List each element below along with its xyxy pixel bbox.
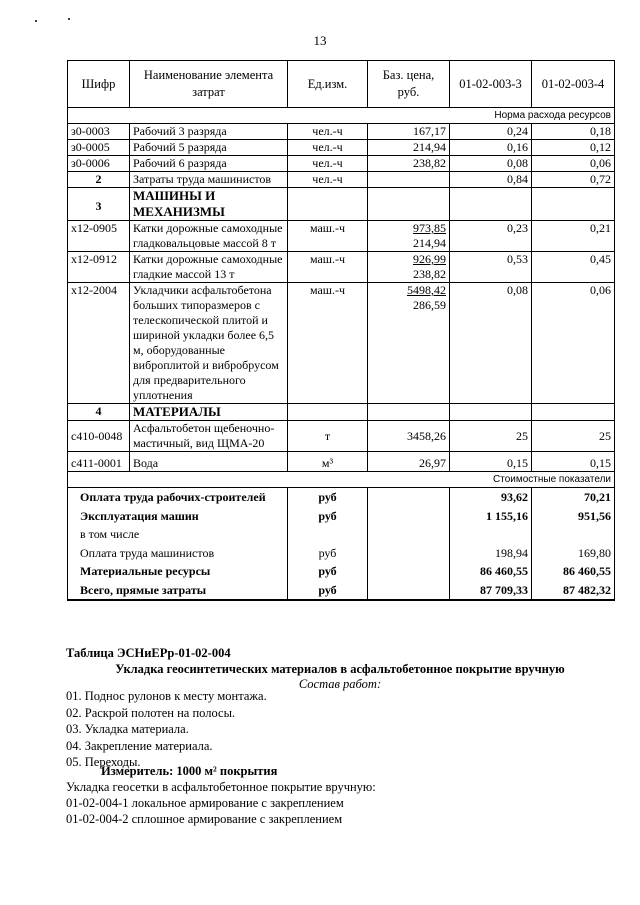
cell-unit: чел.-ч: [288, 124, 368, 140]
cost-blank: [368, 544, 450, 563]
cost-row: [68, 525, 615, 544]
price-secondary: 286,59: [413, 298, 446, 312]
cell-value-a: 25: [450, 421, 532, 452]
section-title: МАТЕРИАЛЫ: [130, 404, 288, 421]
cost-row: [68, 488, 615, 507]
cell-value-b: 0,21: [532, 221, 615, 252]
cell-value-a: 0,08: [450, 283, 532, 404]
cost-unit: руб: [288, 488, 368, 507]
work-item: 01. Поднос рулонов к месту монтажа.: [66, 689, 267, 703]
cost-blank: [368, 562, 450, 581]
cell-price: 26,97: [368, 452, 450, 472]
cell-name: Рабочий 6 разряда: [130, 156, 288, 172]
work-item: 04. Закрепление материала.: [66, 738, 213, 753]
cost-caption: Стоимостные показатели: [68, 472, 615, 488]
cost-value-a: [450, 525, 532, 544]
section-row: [68, 188, 615, 221]
cell-unit: м³: [288, 452, 368, 472]
cell-name: Катки дорожные самоходные гладкие массой 13 т: [130, 252, 288, 283]
cost-blank: [368, 507, 450, 526]
table-row: [68, 452, 615, 472]
price-secondary: 238,82: [413, 267, 446, 281]
cost-value-b: 86 460,55: [532, 562, 615, 581]
cell-code: х12-2004: [68, 283, 130, 404]
cell-name: Вода: [130, 452, 288, 472]
cell-price: 214,94: [368, 140, 450, 156]
work-list: [66, 688, 267, 771]
cell-value-b: [532, 404, 615, 421]
cost-value-b: 70,21: [532, 488, 615, 507]
header-col-b: 01-02-003-4: [532, 61, 615, 108]
cell-code: х12-0905: [68, 221, 130, 252]
cell-unit: [288, 188, 368, 221]
table-subtitle: Укладка геосинтетических материалов в асфальтобетонное покрытие вручную: [115, 662, 565, 676]
header-name: Наименование элемента затрат: [130, 61, 288, 108]
cost-row: [68, 581, 615, 601]
cell-value-a: 0,23: [450, 221, 532, 252]
scan-speck: [68, 18, 70, 20]
cell-code: х12-0912: [68, 252, 130, 283]
cell-value-b: 0,18: [532, 124, 615, 140]
cost-value-a: 1 155,16: [450, 507, 532, 526]
meter-line: Измеритель: 1000 м² покрытия: [101, 764, 278, 778]
cell-name: Рабочий 5 разряда: [130, 140, 288, 156]
header-code: Шифр: [68, 61, 130, 108]
cell-value-b: 25: [532, 421, 615, 452]
section-code: 4: [68, 404, 130, 421]
cell-code: з0-0005: [68, 140, 130, 156]
table-row: [68, 283, 615, 404]
cell-code: 2: [68, 172, 130, 188]
work-item: 05. Переходы.: [66, 755, 141, 769]
cell-price: [368, 252, 450, 283]
cell-price: [368, 283, 450, 404]
table-row: [68, 252, 615, 283]
variants-description: Укладка геосетки в асфальтобетонное покрытие вручную:: [66, 780, 376, 794]
table-title: Таблица ЭСНиЕРр-01-02-004: [66, 646, 231, 660]
cell-price: 3458,26: [368, 421, 450, 452]
section-code: 3: [68, 188, 130, 221]
work-item: 02. Раскрой полотен на полосы.: [66, 705, 236, 720]
cell-code: з0-0006: [68, 156, 130, 172]
cell-value-a: 0,08: [450, 156, 532, 172]
cell-value-a: 0,16: [450, 140, 532, 156]
header-unit: Ед.изм.: [288, 61, 368, 108]
cell-name: Катки дорожные самоходные гладковальцовые массой 8 т: [130, 221, 288, 252]
cell-price: [368, 221, 450, 252]
variants-block: [66, 779, 376, 827]
cost-value-a: 198,94: [450, 544, 532, 563]
price-value: 973,85: [413, 221, 446, 235]
cell-unit: [288, 404, 368, 421]
table-row: [68, 421, 615, 452]
cell-value-b: 0,45: [532, 252, 615, 283]
cost-unit: руб: [288, 544, 368, 563]
cell-price: 167,17: [368, 124, 450, 140]
cell-value-b: 0,15: [532, 452, 615, 472]
price-value: 926,99: [413, 252, 446, 266]
cell-value-a: 0,84: [450, 172, 532, 188]
cell-name: Затраты труда машинистов: [130, 172, 288, 188]
cost-unit: руб: [288, 562, 368, 581]
cell-value-b: 0,06: [532, 156, 615, 172]
cost-value-b: 951,56: [532, 507, 615, 526]
cost-name: Оплата труда машинистов: [68, 544, 288, 563]
cost-value-b: 169,80: [532, 544, 615, 563]
table-row: [68, 221, 615, 252]
cost-unit: [288, 525, 368, 544]
cell-value-a: [450, 404, 532, 421]
cell-price: 238,82: [368, 156, 450, 172]
cost-value-a: 86 460,55: [450, 562, 532, 581]
price-value: 5498,42: [407, 283, 446, 297]
cost-value-b: [532, 525, 615, 544]
cost-row: [68, 562, 615, 581]
cost-name: Материальные ресурсы: [68, 562, 288, 581]
composition-label: Состав работ:: [298, 677, 382, 691]
cost-name: Всего, прямые затраты: [68, 581, 288, 601]
table-row: [68, 124, 615, 140]
page-number: 13: [313, 33, 327, 48]
cell-value-a: [450, 188, 532, 221]
table-row: [68, 140, 615, 156]
cell-name: Рабочий 3 разряда: [130, 124, 288, 140]
header-col-a: 01-02-003-3: [450, 61, 532, 108]
cell-code: с411-0001: [68, 452, 130, 472]
header-base-price: Баз. цена, руб.: [368, 61, 450, 108]
variant-item: 01-02-004-1 локальное армирование с закреплением: [66, 796, 344, 810]
cost-name: Эксплуатация машин: [68, 507, 288, 526]
cell-price: [368, 404, 450, 421]
section-title: МАШИНЫ И МЕХАНИЗМЫ: [130, 188, 288, 221]
cell-unit: т: [288, 421, 368, 452]
cost-unit: руб: [288, 581, 368, 601]
table-header-row: [68, 61, 615, 108]
price-secondary: 214,94: [413, 236, 446, 250]
resource-table: [67, 60, 615, 601]
work-item: 03. Укладка материала.: [66, 722, 189, 736]
table-row: [68, 172, 615, 188]
cell-unit: чел.-ч: [288, 172, 368, 188]
cost-name: Оплата труда рабочих-строителей: [68, 488, 288, 507]
cost-name: в том числе: [68, 525, 288, 544]
cell-value-b: 0,06: [532, 283, 615, 404]
cost-row: [68, 507, 615, 526]
scan-speck: [35, 20, 37, 22]
cell-code: з0-0003: [68, 124, 130, 140]
cell-unit: чел.-ч: [288, 156, 368, 172]
cost-value-b: 87 482,32: [532, 581, 615, 601]
cell-unit: маш.-ч: [288, 252, 368, 283]
section-row: [68, 404, 615, 421]
cell-value-a: 0,53: [450, 252, 532, 283]
cell-price: [368, 188, 450, 221]
cell-unit: чел.-ч: [288, 140, 368, 156]
cost-value-a: 93,62: [450, 488, 532, 507]
caption-row: [68, 108, 615, 124]
caption-row: [68, 472, 615, 488]
cost-value-a: 87 709,33: [450, 581, 532, 601]
cell-code: с410-0048: [68, 421, 130, 452]
cell-value-a: 0,24: [450, 124, 532, 140]
cell-price: [368, 172, 450, 188]
cell-unit: маш.-ч: [288, 221, 368, 252]
cell-value-b: 0,72: [532, 172, 615, 188]
cell-name: Укладчики асфальтобетона больших типоразмеров с телескопической плитой и шириной укладки более 6,5 м, оборудованные виброплитой и вибробрусом для предварительного уплотнения: [130, 283, 288, 404]
cost-blank: [368, 581, 450, 601]
norm-caption: Норма расхода ресурсов: [68, 108, 615, 124]
cost-blank: [368, 525, 450, 544]
cell-unit: маш.-ч: [288, 283, 368, 404]
cost-row: [68, 544, 615, 563]
cell-value-b: [532, 188, 615, 221]
cell-value-b: 0,12: [532, 140, 615, 156]
cell-value-a: 0,15: [450, 452, 532, 472]
cost-blank: [368, 488, 450, 507]
cost-unit: руб: [288, 507, 368, 526]
table-row: [68, 156, 615, 172]
cell-name: Асфальтобетон щебеночно-мастичный, вид ЩМА-20: [130, 421, 288, 452]
variant-item: 01-02-004-2 сплошное армирование с закреплением: [66, 812, 343, 826]
